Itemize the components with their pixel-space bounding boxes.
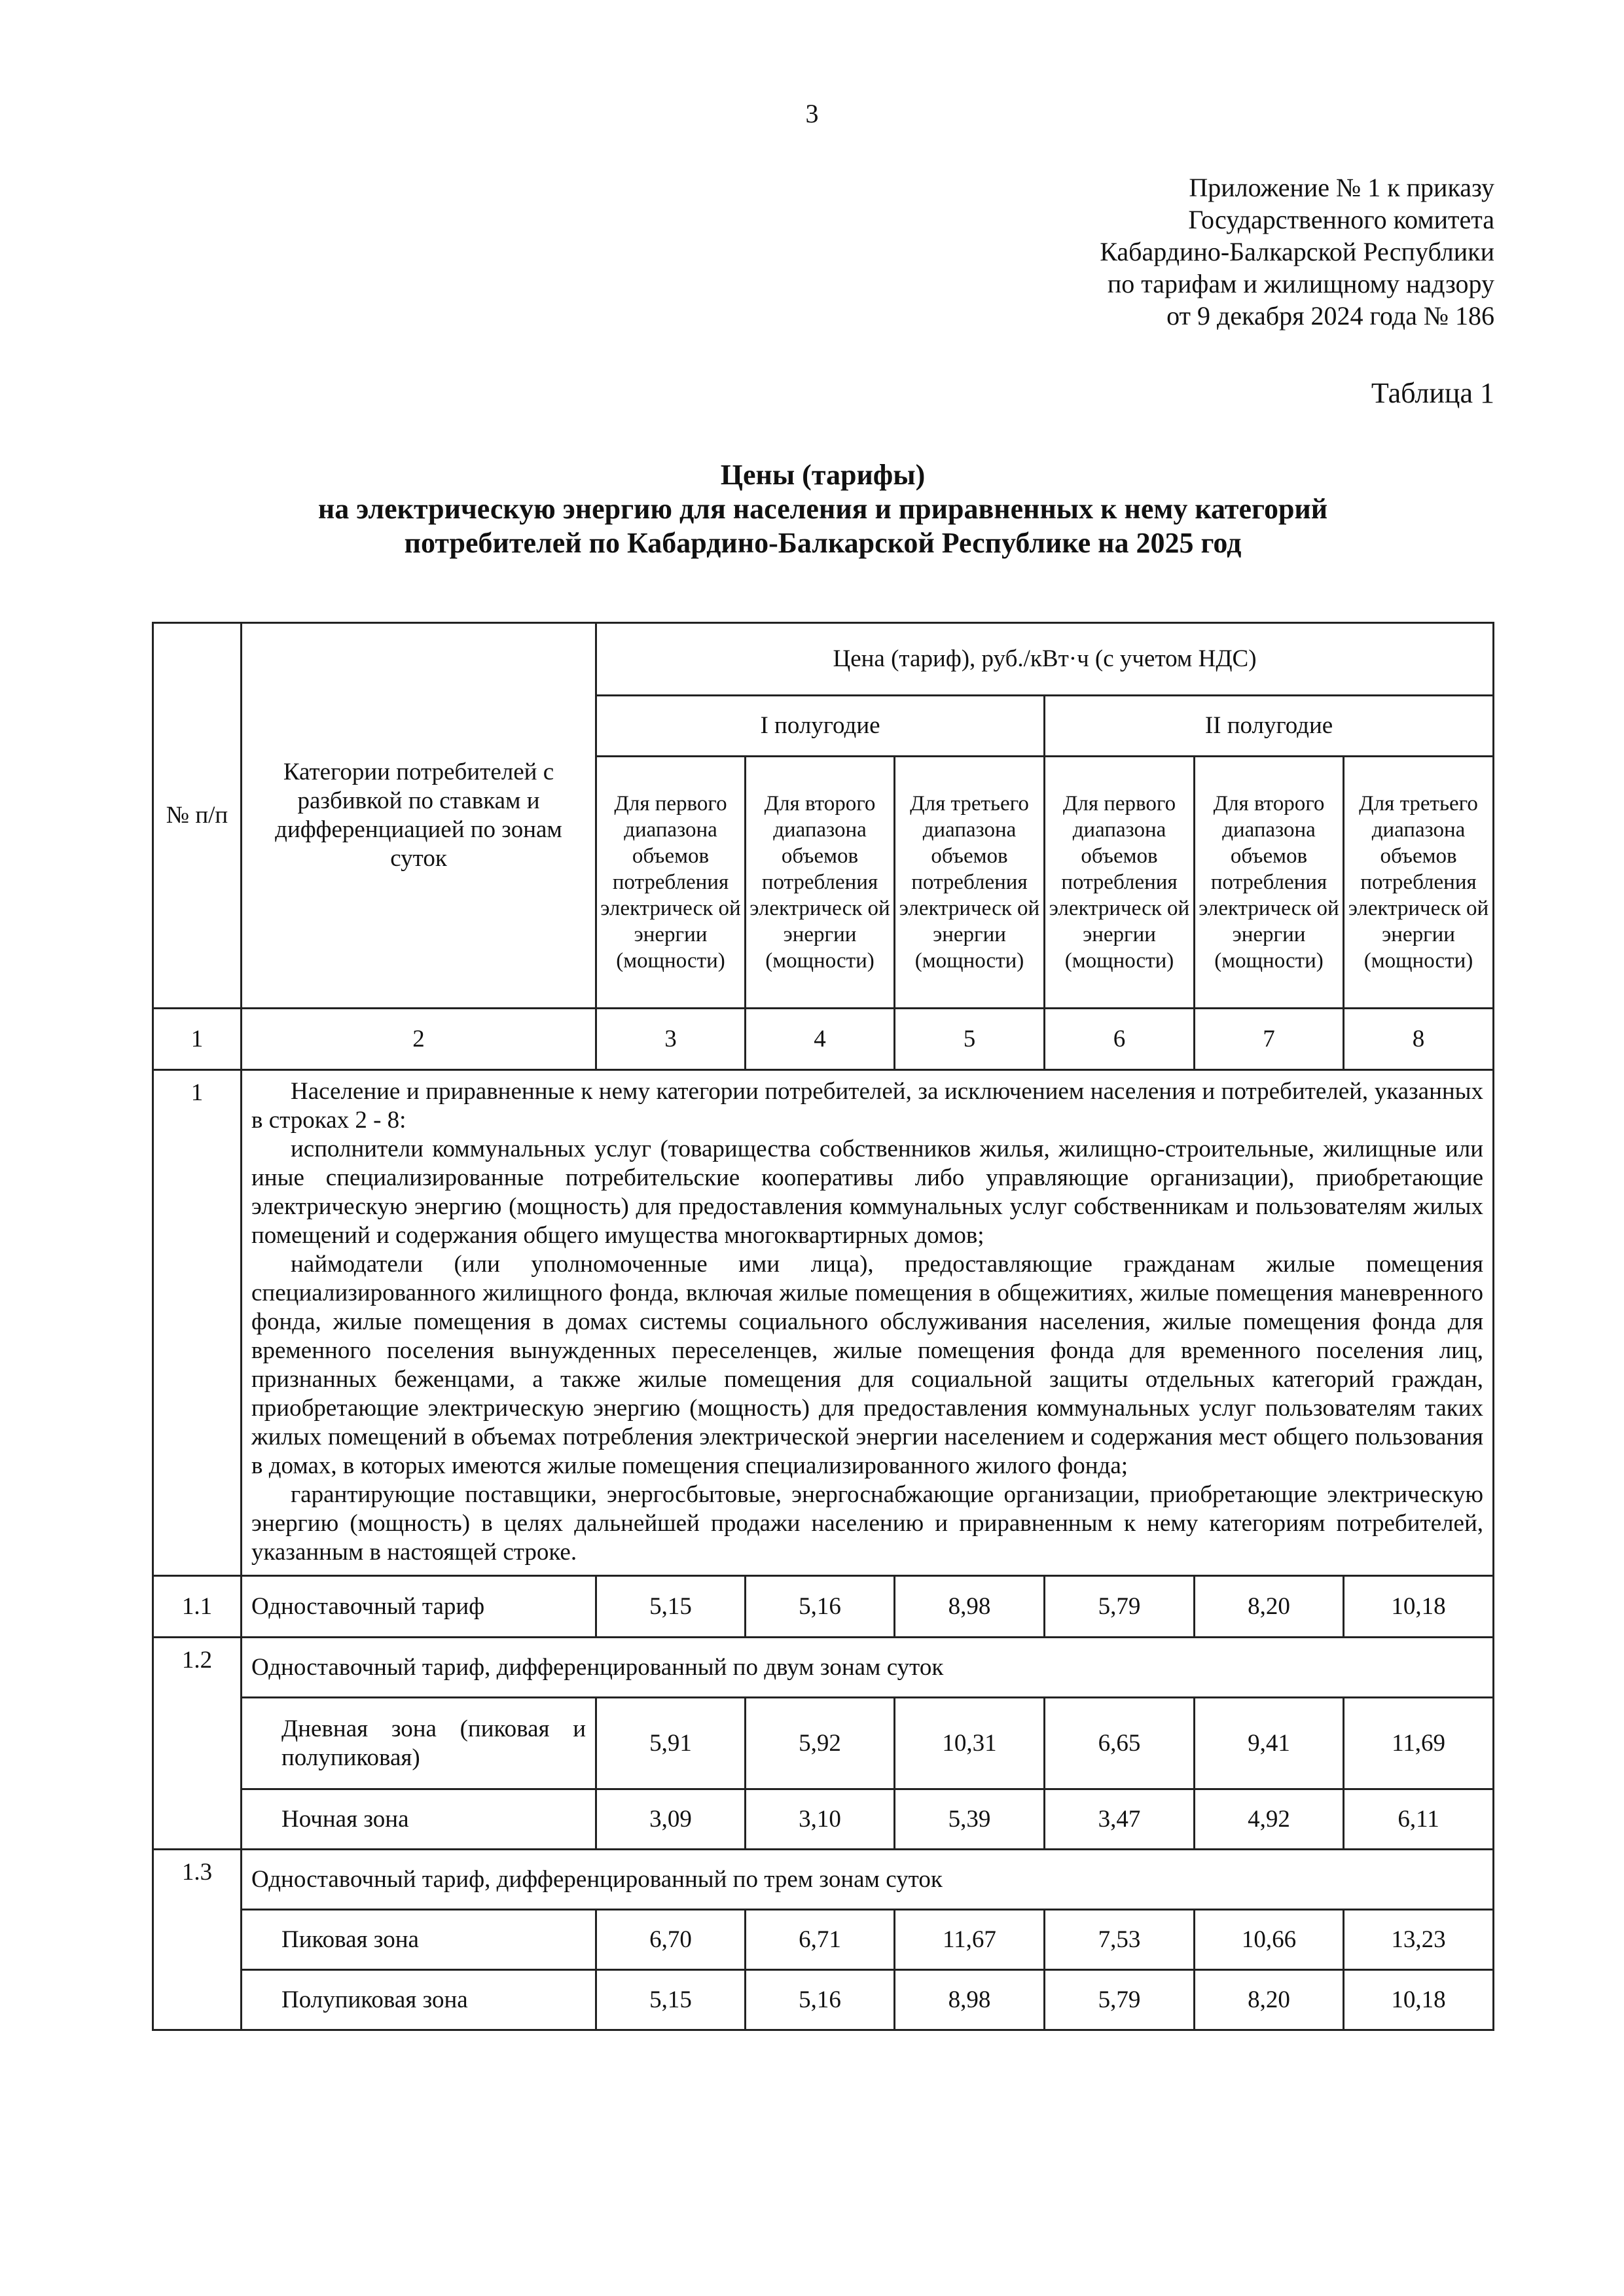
zone-label: Полупиковая зона xyxy=(242,1970,596,2030)
description-paragraph: гарантирующие поставщики, энергосбытовые, энергоснабжающие организации, приобретающие электрическую энергию (мощность) в целях дальнейшей продажи населению и приравненным к нему категориям потребителей, указанным в настоящей строке. xyxy=(251,1481,1484,1566)
table-row xyxy=(153,1789,1494,1850)
tariff-value: 8,20 xyxy=(1195,1970,1344,2030)
description-paragraph: наймодатели (или уполномоченные ими лица), предоставляющие гражданам жилые помещения специализированного жилищного фонда, включая жилые помещения в общежитиях, жилые помещения маневренного фонда, жилые помещения в домах системы социального обслуживания населения, жилые помещения фонда для временного поселения вынужденных переселенцев, жилые помещения фонда для временного поселения лиц, признанных беженцами, а также жилые помещения для социальной защиты отдельных категорий граждан, приобретающие электрическую энергию (мощность) для предоставления коммунальных услуг пользователям таких жилых помещений в объемах потребления электрической энергии населением и содержания мест общего пользования в домах, в которых имеются жилые помещения специализированного жилого фонда; xyxy=(251,1251,1484,1479)
category-description xyxy=(242,1070,1494,1576)
header-range-1: Для первого диапазона объемов потребления электрическ ой энергии (мощности) xyxy=(596,757,746,1009)
tariff-value: 5,92 xyxy=(746,1698,895,1789)
table-row xyxy=(153,1070,1494,1576)
row-number: 1.1 xyxy=(153,1576,242,1638)
table-row xyxy=(153,1638,1494,1698)
table-row xyxy=(153,1970,1494,2030)
tariff-value: 6,11 xyxy=(1344,1789,1494,1850)
zone-label: Пиковая зона xyxy=(242,1910,596,1970)
tariff-value: 9,41 xyxy=(1195,1698,1344,1789)
header-num: № п/п xyxy=(153,623,242,1009)
column-number: 1 xyxy=(153,1009,242,1070)
tariff-value: 6,71 xyxy=(746,1910,895,1970)
row-number: 1.3 xyxy=(153,1850,242,2030)
tariff-value: 11,67 xyxy=(895,1910,1045,1970)
table-row xyxy=(153,1910,1494,1970)
title-line: потребителей по Кабардино-Балкарской Республике на 2025 год xyxy=(404,527,1242,559)
title-line: Цены (тарифы) xyxy=(720,459,926,491)
header-half-2: II полугодие xyxy=(1045,696,1494,757)
appendix-line: Приложение № 1 к приказу xyxy=(1189,173,1494,202)
tariff-value: 7,53 xyxy=(1045,1910,1195,1970)
header-range-3: Для третьего диапазона объемов потребления электрическ ой энергии (мощности) xyxy=(895,757,1045,1009)
header-category: Категории потребителей с разбивкой по ставкам и дифференциацией по зонам суток xyxy=(242,623,596,1009)
tariff-value: 10,66 xyxy=(1195,1910,1344,1970)
tariff-value: 5,15 xyxy=(596,1970,746,2030)
tariff-value: 5,16 xyxy=(746,1576,895,1638)
table-row xyxy=(153,1850,1494,1910)
column-number-row xyxy=(153,1009,1494,1070)
tariff-value: 10,18 xyxy=(1344,1576,1494,1638)
row-label: Одноставочный тариф, дифференцированный по трем зонам суток xyxy=(242,1850,1494,1910)
tariff-value: 8,98 xyxy=(895,1970,1045,2030)
description-paragraph: Население и приравненные к нему категории потребителей, за исключением населения и потребителей, указанных в строках 2 - 8: xyxy=(251,1078,1484,1134)
table-label: Таблица 1 xyxy=(1371,377,1494,409)
tariff-value: 3,10 xyxy=(746,1789,895,1850)
appendix-line: по тарифам и жилищному надзору xyxy=(1107,269,1494,298)
tariff-value: 6,70 xyxy=(596,1910,746,1970)
page-number: 3 xyxy=(805,99,819,128)
column-number: 8 xyxy=(1344,1009,1494,1070)
zone-label: Дневная зона (пиковая и полупиковая) xyxy=(242,1698,596,1789)
row-number: 1 xyxy=(153,1070,242,1576)
column-number: 5 xyxy=(895,1009,1045,1070)
tariff-value: 3,09 xyxy=(596,1789,746,1850)
appendix-line: от 9 декабря 2024 года № 186 xyxy=(1166,301,1494,331)
table-row xyxy=(153,1698,1494,1789)
tariff-table xyxy=(152,622,1494,2031)
tariff-value: 11,69 xyxy=(1344,1698,1494,1789)
header-half-1: I полугодие xyxy=(596,696,1045,757)
tariff-value: 10,18 xyxy=(1344,1970,1494,2030)
tariff-value: 5,15 xyxy=(596,1576,746,1638)
tariff-value: 5,91 xyxy=(596,1698,746,1789)
table-row xyxy=(153,1576,1494,1638)
tariff-value: 5,79 xyxy=(1045,1576,1195,1638)
row-number: 1.2 xyxy=(153,1638,242,1850)
appendix-block xyxy=(709,171,1494,332)
tariff-value: 5,16 xyxy=(746,1970,895,2030)
tariff-value: 4,92 xyxy=(1195,1789,1344,1850)
description-paragraph: исполнители коммунальных услуг (товарищества собственников жилья, жилищно-строительные, жилищные или иные специализированные потребительские кооперативы либо управляющие организации), приобретающие электрическую энергию (мощность) для предоставления коммунальных услуг собственникам и пользователям жилых помещений и содержания общего имущества многоквартирных домов; xyxy=(251,1136,1484,1249)
column-number: 6 xyxy=(1045,1009,1195,1070)
header-range-2: Для второго диапазона объемов потребления электрическ ой энергии (мощности) xyxy=(746,757,895,1009)
appendix-line: Государственного комитета xyxy=(1188,205,1494,234)
document-title xyxy=(152,458,1494,560)
header-range-1: Для первого диапазона объемов потребления электрическ ой энергии (мощности) xyxy=(1045,757,1195,1009)
appendix-line: Кабардино-Балкарской Республики xyxy=(1100,237,1494,266)
row-label: Одноставочный тариф, дифференцированный по двум зонам суток xyxy=(242,1638,1494,1698)
column-number: 7 xyxy=(1195,1009,1344,1070)
tariff-value: 6,65 xyxy=(1045,1698,1195,1789)
tariff-value: 8,20 xyxy=(1195,1576,1344,1638)
tariff-value: 10,31 xyxy=(895,1698,1045,1789)
title-line: на электрическую энергию для населения и приравненных к нему категорий xyxy=(317,493,1328,525)
tariff-value: 3,47 xyxy=(1045,1789,1195,1850)
tariff-value: 5,39 xyxy=(895,1789,1045,1850)
tariff-value: 13,23 xyxy=(1344,1910,1494,1970)
column-number: 3 xyxy=(596,1009,746,1070)
row-label: Одноставочный тариф xyxy=(242,1576,596,1638)
header-range-2: Для второго диапазона объемов потребления электрическ ой энергии (мощности) xyxy=(1195,757,1344,1009)
tariff-value: 8,98 xyxy=(895,1576,1045,1638)
tariff-value: 5,79 xyxy=(1045,1970,1195,2030)
zone-label: Ночная зона xyxy=(242,1789,596,1850)
column-number: 4 xyxy=(746,1009,895,1070)
column-number: 2 xyxy=(242,1009,596,1070)
header-range-3: Для третьего диапазона объемов потребления электрическ ой энергии (мощности) xyxy=(1344,757,1494,1009)
header-price: Цена (тариф), руб./кВт·ч (с учетом НДС) xyxy=(596,623,1494,696)
